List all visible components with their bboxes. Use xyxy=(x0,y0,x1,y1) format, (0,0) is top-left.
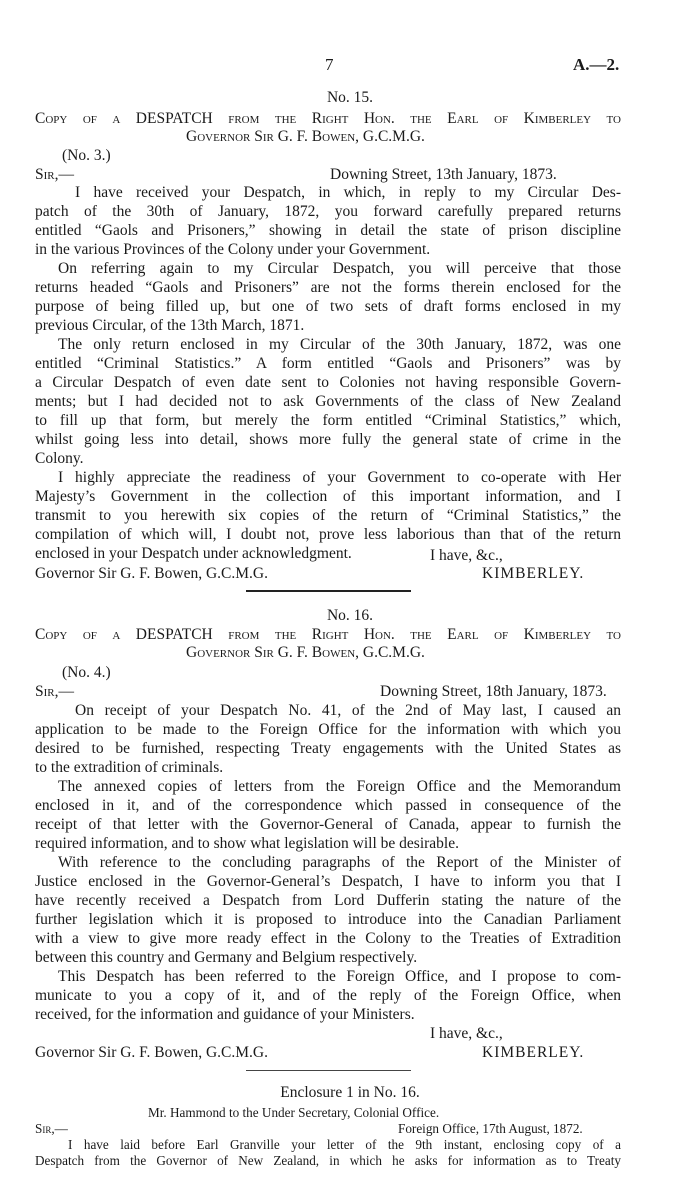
body-line: a Circular Despatch of even date sent to Colonies not having responsible Govern- xyxy=(35,374,621,391)
body-line: Colony. xyxy=(35,450,84,467)
body-line: compilation of which will, I doubt not, prove less laborious than that of the return xyxy=(35,526,621,543)
body-line: with a view to give more ready effect in the Colony to the Treaties of Extradition xyxy=(35,930,621,947)
body-line: enclosed in your Despatch under acknowledgment. xyxy=(35,545,352,562)
despatch-15-salutation: Sir,— xyxy=(35,166,74,183)
despatch-15-signature: KIMBERLEY. xyxy=(482,565,585,582)
body-line: With reference to the concluding paragraphs of the Report of the Minister of xyxy=(58,854,621,871)
body-line: entitled “Gaols and Prisoners,” showing in detail the state of prison discipline xyxy=(35,222,621,239)
body-line: patch of the 30th of January, 1872, you forward carefully prepared returns xyxy=(35,203,621,220)
body-line: entitled “Criminal Statistics.” A form entitled “Gaols and Prisoners” was by xyxy=(35,355,621,372)
body-line: required information, and to show what legislation will be desirable. xyxy=(35,835,459,852)
body-line: further legislation which it is proposed to introduce into the Canadian Parliament xyxy=(35,911,621,928)
body-line: On referring again to my Circular Despatch, you will perceive that those xyxy=(58,260,621,277)
body-line: transmit to you herewith six copies of the return of “Criminal Statistics,” the xyxy=(35,507,621,524)
body-line: enclosed in it, and of the correspondence which passed in consequence of the xyxy=(35,797,621,814)
body-line: I have laid before Earl Granville your letter of the 9th instant, enclosing copy of a xyxy=(68,1137,621,1152)
despatch-15-number: No. 15. xyxy=(326,89,374,106)
despatch-15-title-cont: Governor Sir G. F. Bowen, G.C.M.G. xyxy=(186,128,425,145)
body-line: previous Circular, of the 13th March, 1871. xyxy=(35,317,305,334)
despatch-16-salutation: Sir,— xyxy=(35,683,74,700)
enclosure-salutation: Sir,— xyxy=(35,1121,68,1136)
enclosure-place-date: Foreign Office, 17th August, 1872. xyxy=(398,1121,583,1136)
despatch-15-closing: I have, &c., xyxy=(430,547,503,564)
despatch-15-ref: (No. 3.) xyxy=(62,147,111,164)
body-line: desired to be furnished, respecting Treaty engagements with the United States as xyxy=(35,740,621,757)
body-line: The annexed copies of letters from the Foreign Office and the Memorandum xyxy=(58,778,621,795)
body-line: I have received your Despatch, in which, in reply to my Circular Des- xyxy=(75,184,621,201)
despatch-15-place-date: Downing Street, 13th January, 1873. xyxy=(330,166,557,183)
body-line: I highly appreciate the readiness of your Government to co-operate with Her xyxy=(58,469,621,486)
body-line: to the extradition of criminals. xyxy=(35,759,224,776)
despatch-16-title-cont: Governor Sir G. F. Bowen, G.C.M.G. xyxy=(186,644,425,661)
enclosure-heading: Enclosure 1 in No. 16. xyxy=(280,1084,420,1101)
body-line: in the various Provinces of the Colony under your Government. xyxy=(35,241,431,258)
body-line: received, for the information and guidance of your Ministers. xyxy=(35,1006,415,1023)
despatch-16-closing: I have, &c., xyxy=(430,1025,503,1042)
body-line: returns headed “Gaols and Prisoners” are not the forms therein enclosed for the xyxy=(35,279,621,296)
despatch-16-ref: (No. 4.) xyxy=(62,664,111,681)
despatch-15-title: Copy of a DESPATCH from the Right Hon. the Earl of Kimberley to xyxy=(35,110,621,127)
despatch-16-place-date: Downing Street, 18th January, 1873. xyxy=(380,683,607,700)
despatch-15-addressee: Governor Sir G. F. Bowen, G.C.M.G. xyxy=(35,565,268,582)
body-line: receipt of that letter with the Governor-General of Canada, appear to furnish the xyxy=(35,816,621,833)
body-line: municate to you a copy of it, and of the reply of the Foreign Office, when xyxy=(35,987,621,1004)
body-line: Despatch from the Governor of New Zealand, in which he asks for information as to Treaty xyxy=(35,1153,621,1168)
body-line: Majesty’s Government in the collection of this important information, and I xyxy=(35,488,621,505)
body-line: The only return enclosed in my Circular of the 30th January, 1872, was one xyxy=(58,336,621,353)
body-line: between this country and Germany and Belgium respectively. xyxy=(35,949,418,966)
page-number: 7 xyxy=(325,55,334,74)
body-line: This Despatch has been referred to the Foreign Office, and I propose to com- xyxy=(58,968,621,985)
body-line: Justice enclosed in the Governor-General’s Despatch, I have to inform you that I xyxy=(35,873,621,890)
section-divider xyxy=(246,590,411,592)
despatch-16-title: Copy of a DESPATCH from the Right Hon. the Earl of Kimberley to xyxy=(35,626,621,643)
section-divider xyxy=(246,1070,411,1071)
body-line: purpose of being filled up, but one of two sets of draft forms enclosed in my xyxy=(35,298,621,315)
body-line: to fill up that form, but merely the form entitled “Criminal Statistics,” which, xyxy=(35,412,621,429)
despatch-16-number: No. 16. xyxy=(326,607,374,624)
body-line: On receipt of your Despatch No. 41, of the 2nd of May last, I caused an xyxy=(75,702,621,719)
despatch-16-addressee: Governor Sir G. F. Bowen, G.C.M.G. xyxy=(35,1044,268,1061)
document-reference: A.—2. xyxy=(573,55,620,74)
body-line: application to be made to the Foreign Office for the information with which you xyxy=(35,721,621,738)
body-line: whilst going less into detail, shows more fully the general state of crime in the xyxy=(35,431,621,448)
body-line: ments; but I had decided not to ask Governments of the class of New Zealand xyxy=(35,393,621,410)
enclosure-subheading: Mr. Hammond to the Under Secretary, Colonial Office. xyxy=(148,1105,440,1120)
despatch-16-signature: KIMBERLEY. xyxy=(482,1044,585,1061)
body-line: have recently received a Despatch from Lord Dufferin stating the nature of the xyxy=(35,892,621,909)
